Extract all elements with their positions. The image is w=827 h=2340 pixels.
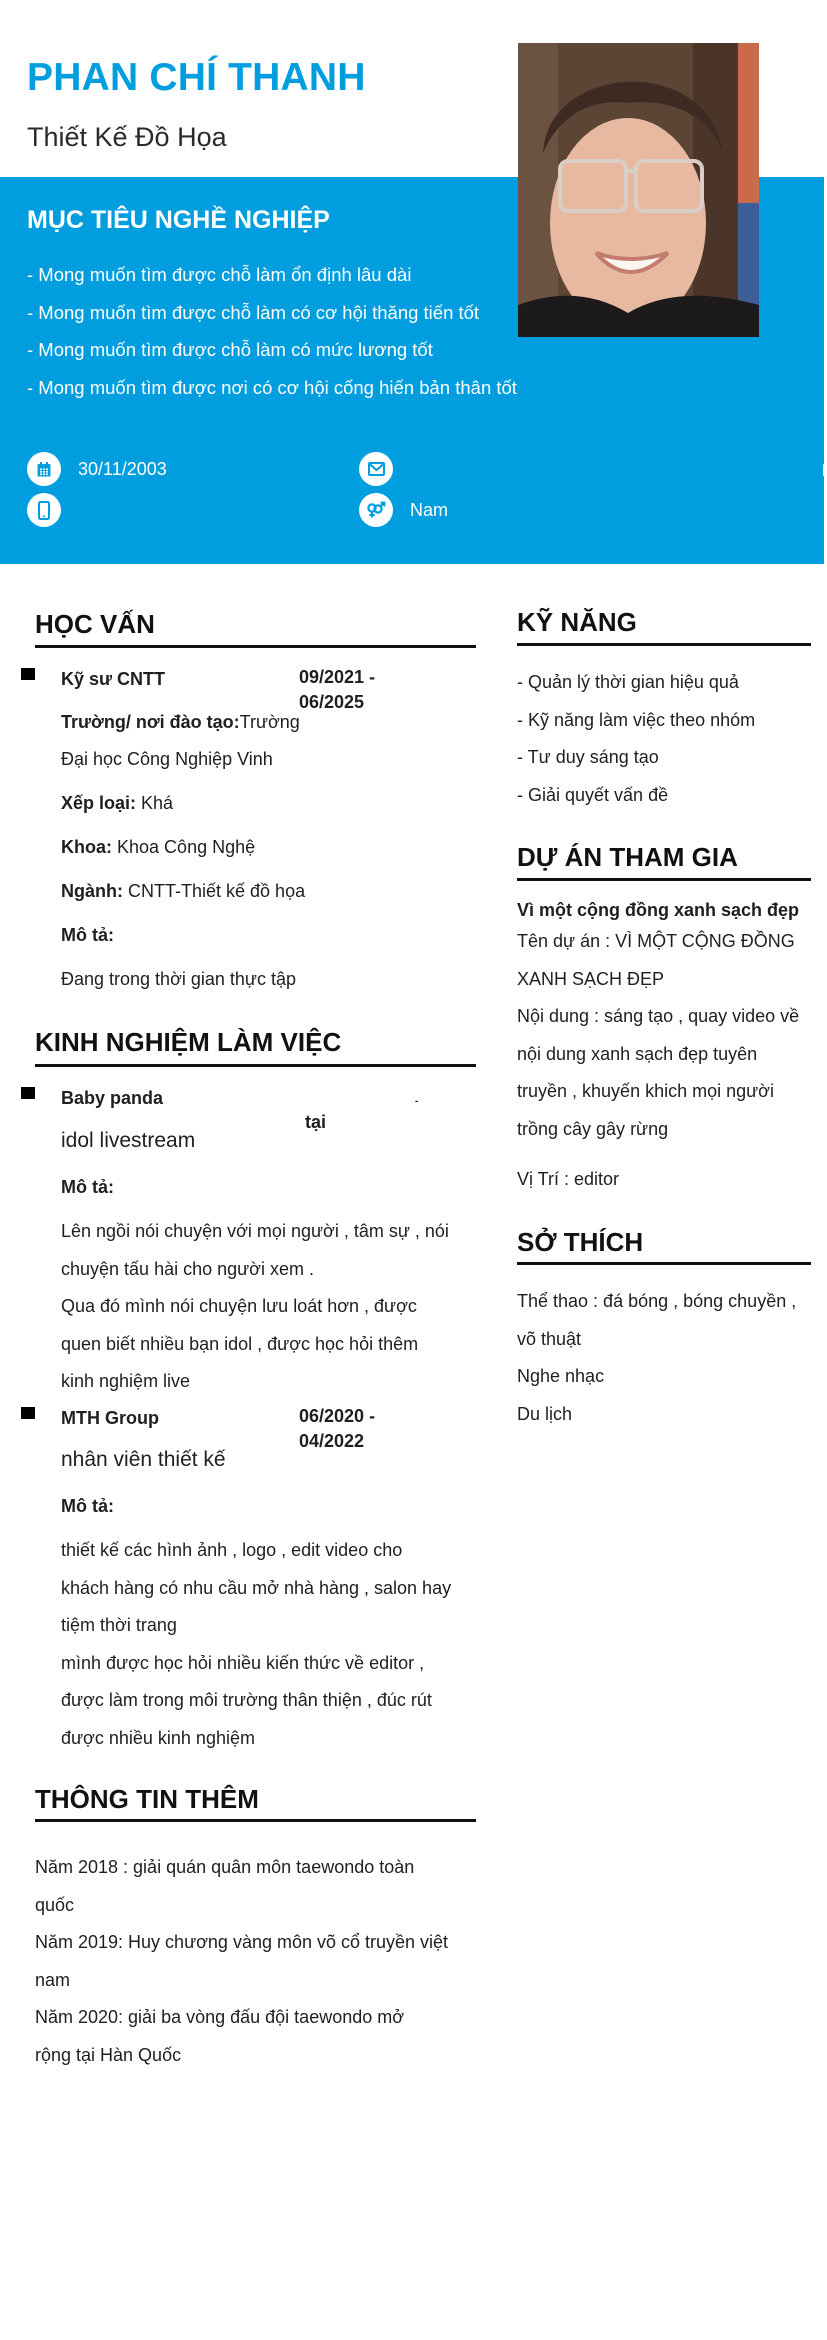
school-label: Trường/ nơi đào tạo: <box>61 712 240 732</box>
projects-heading: DỰ ÁN THAM GIA <box>517 842 738 872</box>
education-school-cont: Đại học Công Nghiệp Vinh <box>61 749 273 769</box>
desc-line: kinh nghiệm live <box>61 1371 191 1391</box>
additional-line: quốc <box>35 1894 75 1915</box>
additional-list <box>35 1849 448 2074</box>
rank-label: Xếp loại: <box>61 793 137 813</box>
education-desc-label: Mô tả: <box>61 925 114 945</box>
additional-line: Năm 2018 : giải quán quân môn taewondo toàn <box>35 1857 415 1877</box>
project-line: XANH SẠCH ĐẸP <box>517 968 665 989</box>
project-line: trồng cây gây rừng <box>517 1118 669 1139</box>
rank-value: Khá <box>141 793 174 813</box>
contact-gender <box>359 492 448 528</box>
hobbies-rule <box>517 1262 811 1265</box>
desc-line: chuyện tấu hài cho người xem . <box>61 1258 314 1279</box>
experience-company: MTH Group <box>61 1408 159 1428</box>
list-bullet <box>21 1407 35 1419</box>
desc-line: Qua đó mình nói chuyện lưu loát hơn , được <box>61 1296 417 1316</box>
skill-item: - Giải quyết vấn đề <box>517 784 669 805</box>
skills-rule <box>517 643 811 646</box>
additional-line: rộng tại Hàn Quốc <box>35 2044 182 2065</box>
skills-list <box>517 664 755 814</box>
skill-item: - Kỹ năng làm việc theo nhóm <box>517 709 756 730</box>
experience-date-start: 06/2020 - <box>299 1406 376 1426</box>
calendar-icon <box>27 452 61 486</box>
list-bullet <box>21 1087 35 1099</box>
desc-line: khách hàng có nhu cầu mở nhà hàng , salon hay <box>61 1577 452 1598</box>
project-line: Nội dung : sáng tạo , quay video về <box>517 1006 800 1026</box>
mobile-phone-icon <box>27 493 61 527</box>
education-school <box>61 712 300 733</box>
major-value: CNTT-Thiết kế đồ họa <box>128 881 306 901</box>
desc-line: thiết kế các hình ảnh , logo , edit video cho <box>61 1540 403 1560</box>
education-desc: Đang trong thời gian thực tập <box>61 969 296 989</box>
experience-date-sep: - <box>415 1096 419 1107</box>
experience-company: Baby panda <box>61 1088 164 1108</box>
envelope-icon <box>359 452 393 486</box>
skill-item: - Tư duy sáng tạo <box>517 747 659 767</box>
job-title: Thiết Kế Đồ Họa <box>27 122 227 152</box>
education-rank <box>61 793 173 814</box>
additional-rule <box>35 1819 476 1822</box>
skills-heading: KỸ NĂNG <box>517 607 637 637</box>
experience-desc-label: Mô tả: <box>61 1496 114 1516</box>
hobbies-list <box>517 1283 796 1433</box>
desc-line: mình được học hỏi nhiều kiến thức về editor , <box>61 1652 425 1673</box>
project-details <box>517 923 799 1148</box>
education-degree: Kỹ sư CNTT <box>61 669 166 689</box>
desc-line: tiệm thời trang <box>61 1615 177 1635</box>
candidate-name: PHAN CHÍ THANH <box>27 56 366 99</box>
objective-item: - Mong muốn tìm được chỗ làm có mức lương tốt <box>27 339 433 360</box>
project-role: Vị Trí : editor <box>517 1169 620 1189</box>
skill-item: - Quản lý thời gian hiệu quả <box>517 672 739 692</box>
birthday-value: 30/11/2003 <box>78 458 167 479</box>
experience-rule <box>35 1064 476 1067</box>
education-date-start: 09/2021 - <box>299 667 376 687</box>
experience-at-label: tại <box>305 1112 327 1132</box>
faculty-label: Khoa: <box>61 837 112 857</box>
education-heading: HỌC VẤN <box>35 609 155 639</box>
contact-birthday <box>27 451 167 487</box>
experience-position: nhân viên thiết kế <box>61 1448 226 1471</box>
project-line: Tên dự án : VÌ MỘT CỘNG ĐỒNG <box>517 931 795 951</box>
education-rule <box>35 645 476 648</box>
experience-position: idol livestream <box>61 1129 196 1152</box>
education-major <box>61 881 305 902</box>
additional-heading: THÔNG TIN THÊM <box>35 1784 259 1814</box>
desc-line: được nhiều kinh nghiệm <box>61 1727 255 1748</box>
school-value: Trường <box>239 712 300 732</box>
gender-icon <box>359 493 393 527</box>
experience-desc <box>61 1532 451 1757</box>
education-date-end: 06/2025 <box>299 692 365 712</box>
objective-heading: MỤC TIÊU NGHỀ NGHIỆP <box>27 206 330 234</box>
hobbies-heading: SỞ THÍCH <box>517 1227 644 1257</box>
desc-line: được làm trong môi trường thân thiện , đúc rút <box>61 1690 432 1710</box>
hobby-line: Nghe nhạc <box>517 1366 605 1386</box>
contact-email[interactable] <box>359 451 410 487</box>
experience-heading: KINH NGHIỆM LÀM VIỆC <box>35 1027 342 1057</box>
projects-rule <box>517 878 811 881</box>
profile-photo <box>518 43 759 337</box>
project-line: truyền , khuyến khich mọi người <box>517 1081 774 1101</box>
hobby-line: võ thuật <box>517 1328 582 1349</box>
major-label: Ngành: <box>61 881 123 901</box>
desc-line: Lên ngồi nói chuyện với mọi người , tâm sự , nói <box>61 1221 449 1241</box>
objective-item: - Mong muốn tìm được chỗ làm ổn định lâu dài <box>27 264 412 285</box>
objective-item: - Mong muốn tìm được chỗ làm có cơ hội thăng tiến tốt <box>27 301 480 323</box>
hobby-line: Thể thao : đá bóng , bóng chuyền , <box>517 1291 797 1311</box>
additional-line: Năm 2019: Huy chương vàng môn võ cổ truyền việt <box>35 1932 449 1952</box>
contact-phone[interactable] <box>27 492 78 528</box>
objective-item: - Mong muốn tìm được nơi có cơ hội cống hiến bản thân tốt <box>27 376 517 398</box>
gender-value: Nam <box>410 499 449 520</box>
partial-contact-icon <box>823 462 827 478</box>
project-line: nội dung xanh sạch đẹp tuyên <box>517 1043 758 1064</box>
additional-line: nam <box>35 1969 71 1990</box>
education-faculty <box>61 837 255 858</box>
additional-line: Năm 2020: giải ba vòng đấu đội taewondo mở <box>35 2007 405 2027</box>
experience-desc-label: Mô tả: <box>61 1177 114 1197</box>
desc-line: quen biết nhiều bạn idol , được học hỏi thêm <box>61 1333 419 1354</box>
objective-list <box>27 262 517 412</box>
project-name: Vì một cộng đồng xanh sạch đẹp <box>517 900 800 920</box>
hobby-line: Du lịch <box>517 1403 573 1424</box>
faculty-value: Khoa Công Nghệ <box>117 837 256 857</box>
experience-date-end: 04/2022 <box>299 1431 365 1451</box>
experience-desc <box>61 1213 449 1401</box>
list-bullet <box>21 668 35 680</box>
